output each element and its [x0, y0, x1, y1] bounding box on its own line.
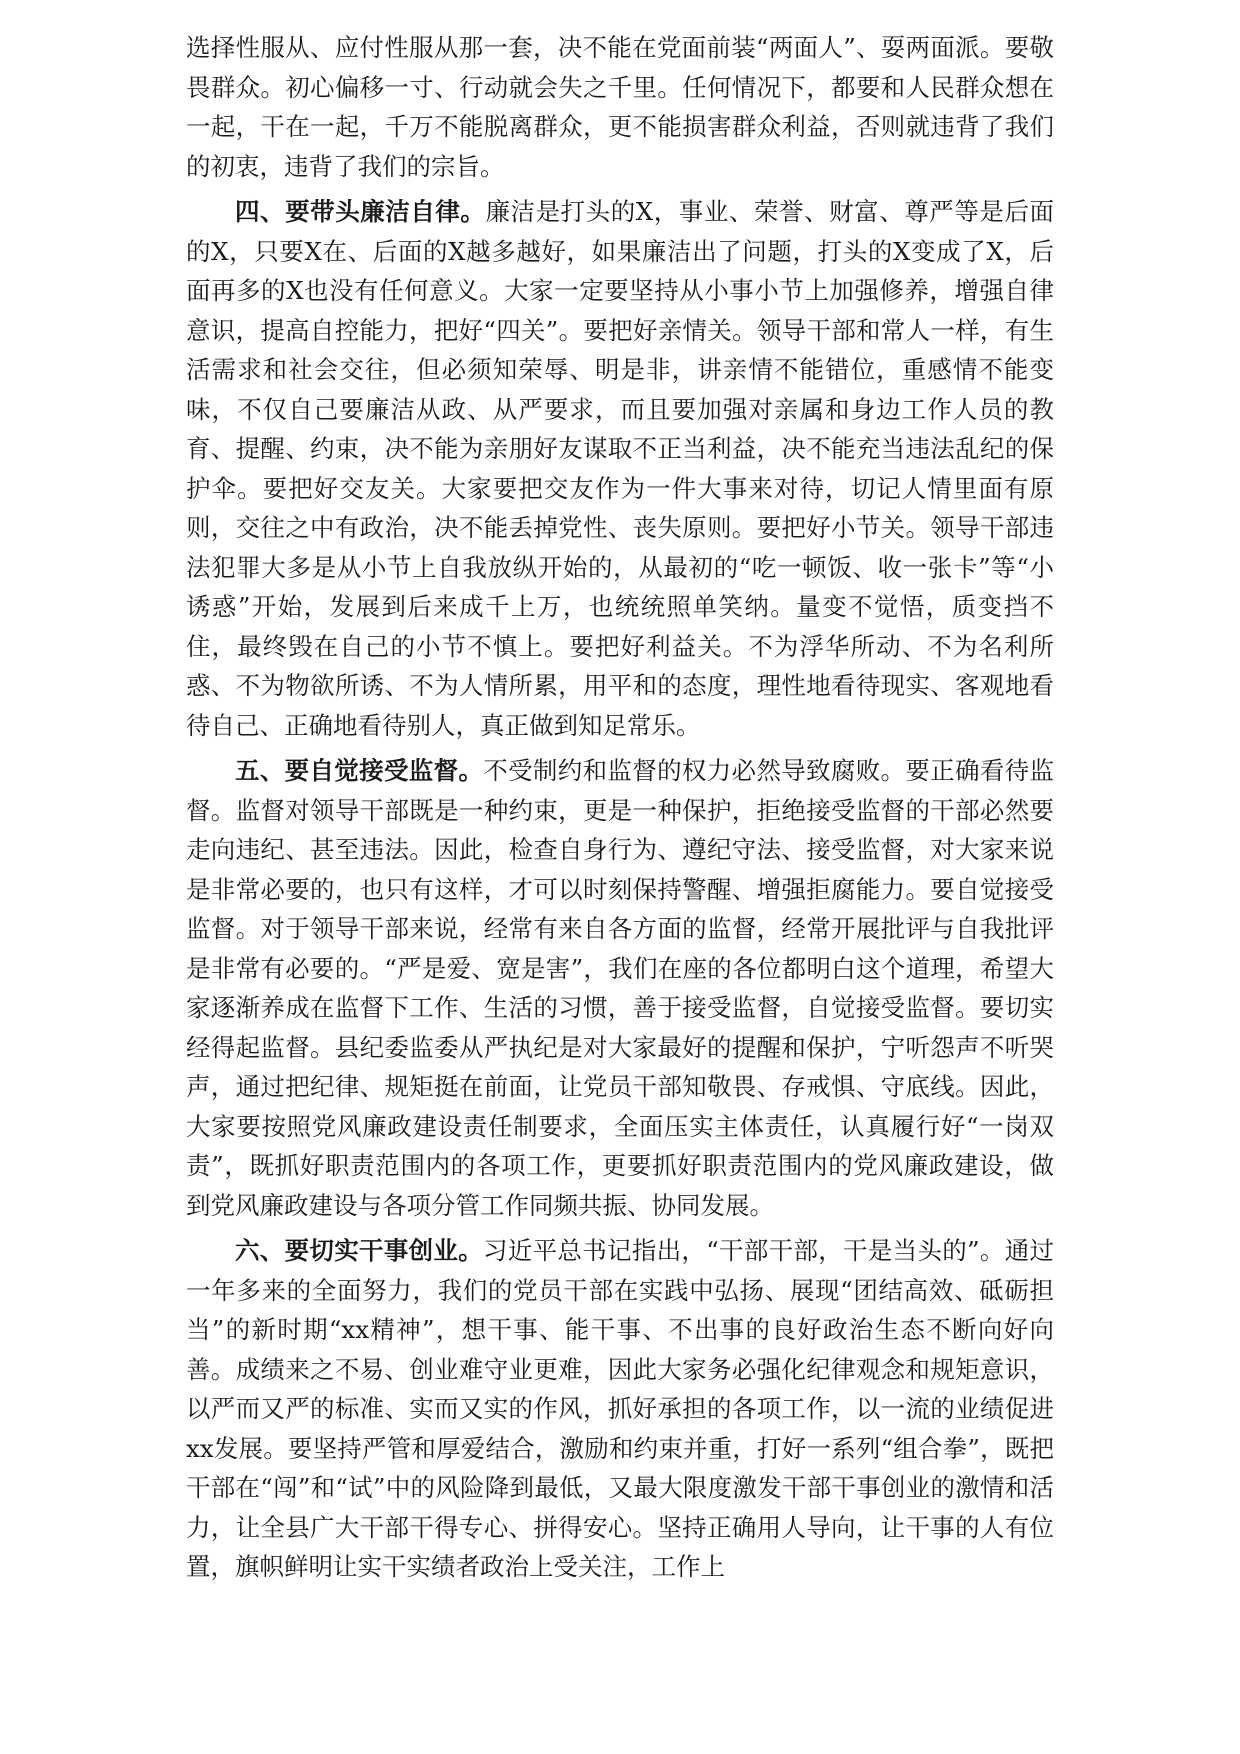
paragraph-body: 习近平总书记指出，“干部干部，干是当头的”。通过一年多来的全面努力，我们的党员干部在实践中弘扬、展现“团结高效、砥砺担当”的新时期“xx精神”，想干事、能干事、不出事的良好政治生态不断向好向善。成绩来之不易、创业难守业更难，因此大家务必强化纪律观念和规矩意识，以严而又严的标准、实而又实的作风，抓好承担的各项工作，以一流的业绩促进xx发展。要坚持严管和厚爱结合，激励和约束并重，打好一系列“组合拳”，既把干部在“闯”和“试”中的风险降到最低，又最大限度激发干部干事创业的激情和活力，让全县广大干部干得专心、拼得安心。坚持正确用人导向，让干事的人有位置，旗帜鲜明让实干实绩者政治上受关注，工作上 [186, 1236, 1054, 1581]
paragraph-section-five [186, 751, 1054, 1225]
section-heading: 四、要带头廉洁自律。 [235, 197, 486, 226]
paragraph-body: 不受制约和监督的权力必然导致腐败。要正确看待监督。监督对领导干部既是一种约束，更是一种保护，拒绝接受监督的干部必然要走向违纪、甚至违法。因此，检查自身行为、遵纪守法、接受监督，对大家来说是非常必要的，也只有这样，才可以时刻保持警醒、增强拒腐能力。要自觉接受监督。对于领导干部来说，经常有来自各方面的监督，经常开展批评与自我批评是非常有必要的。“严是爱、宽是害”，我们在座的各位都明白这个道理，希望大家逐渐养成在监督下工作、生活的习惯，善于接受监督，自觉接受监督。要切实经得起监督。县纪委监委从严执纪是对大家最好的提醒和保护，宁听怨声不听哭声，通过把纪律、规矩挺在前面，让党员干部知敬畏、存戒惧、守底线。因此，大家要按照党风廉政建设责任制要求，全面压实主体责任，认真履行好“一岗双责”，既抓好职责范围内的各项工作，更要抓好职责范围内的党风廉政建设，做到党风廉政建设与各项分管工作同频共振、协同发展。 [186, 756, 1054, 1220]
paragraph-section-six [186, 1231, 1054, 1587]
document-page [186, 28, 1054, 1593]
paragraph-section-four [186, 192, 1054, 745]
section-heading: 六、要切实干事创业。 [235, 1236, 484, 1265]
paragraph-body: 选择性服从、应付性服从那一套，决不能在党面前装“两面人”、耍两面派。要敬畏群众。初心偏移一寸、行动就会失之千里。任何情况下，都要和人民群众想在一起，干在一起，千万不能脱离群众，更不能损害群众利益，否则就违背了我们的初衷，违背了我们的宗旨。 [186, 33, 1054, 181]
section-heading: 五、要自觉接受监督。 [235, 756, 484, 785]
paragraph-body: 廉洁是打头的X，事业、荣誉、财富、尊严等是后面的X，只要X在、后面的X越多越好，如果廉洁出了问题，打头的X变成了X，后面再多的X也没有任何意义。大家一定要坚持从小事小节上加强修养，增强自律意识，提高自控能力，把好“四关”。要把好亲情关。领导干部和常人一样，有生活需求和社会交往，但必须知荣辱、明是非，讲亲情不能错位，重感情不能变味，不仅自己要廉洁从政、从严要求，而且要加强对亲属和身边工作人员的教育、提醒、约束，决不能为亲朋好友谋取不正当利益，决不能充当违法乱纪的保护伞。要把好交友关。大家要把交友作为一件大事来对待，切记人情里面有原则，交往之中有政治，决不能丢掉党性、丧失原则。要把好小节关。领导干部违法犯罪大多是从小节上自我放纵开始的，从最初的“吃一顿饭、收一张卡”等“小诱惑”开始，发展到后来成千上万，也统统照单笑纳。量变不觉悟，质变挡不住，最终毁在自己的小节不慎上。要把好利益关。不为浮华所动、不为名利所惑、不为物欲所诱、不为人情所累，用平和的态度，理性地看待现实、客观地看待自己、正确地看待别人，真正做到知足常乐。 [186, 197, 1054, 740]
paragraph-continuation [186, 28, 1054, 186]
